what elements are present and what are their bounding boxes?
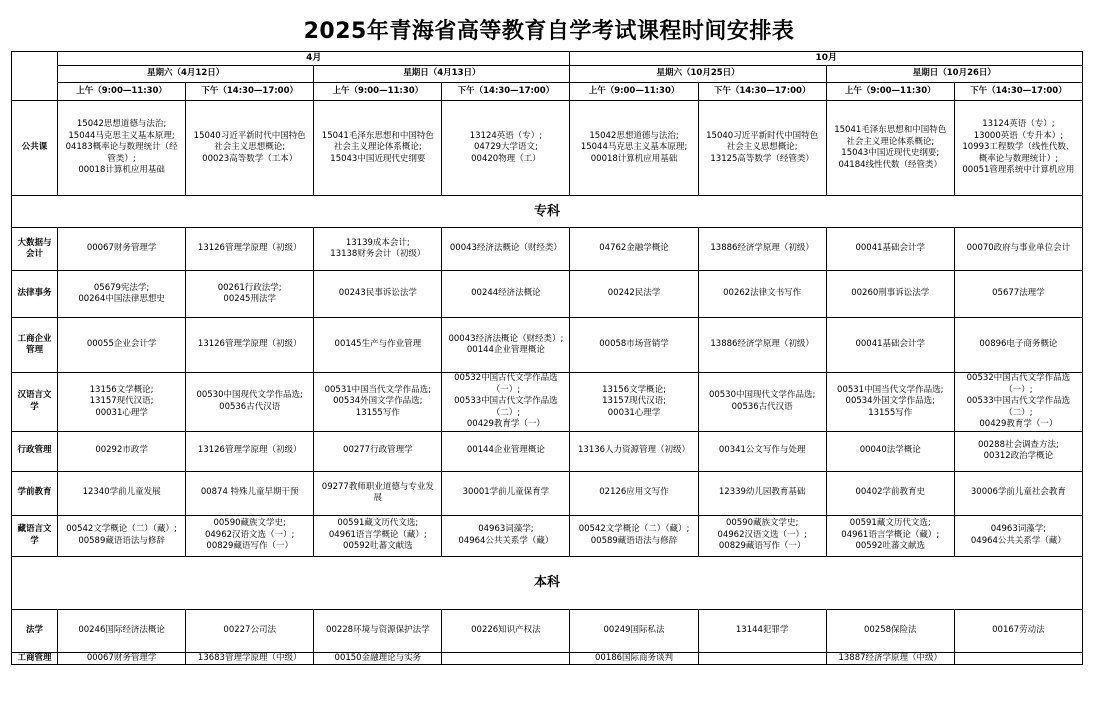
course-line: 13156文学概论; <box>602 384 666 395</box>
section-header: 本科 <box>12 556 1083 609</box>
month-header-row <box>12 52 1083 66</box>
course-line: 15041毛泽东思想和中国特色 <box>321 130 434 141</box>
course-cell <box>570 373 698 432</box>
course-line: 13000英语（专升本）; <box>973 130 1064 141</box>
course-cell <box>186 271 314 318</box>
schedule-row <box>12 318 1083 373</box>
course-line: 00058市场营销学 <box>599 339 669 350</box>
course-cell <box>954 652 1082 665</box>
schedule-row <box>12 652 1083 665</box>
major-label <box>12 271 58 318</box>
course-line: 00591藏文历代文选; <box>337 518 419 529</box>
course-cell <box>58 373 186 432</box>
course-cell <box>442 515 570 556</box>
course-line: 02126应用文写作 <box>599 487 669 498</box>
course-line: 04729大学语文; <box>473 142 538 153</box>
course-cell <box>698 652 826 665</box>
major-label <box>12 471 58 515</box>
slot-header: 下午（14:30—17:00） <box>442 83 570 101</box>
course-line: 00041基础会计学 <box>855 339 926 350</box>
major-label-line: 大数据与 <box>17 237 52 248</box>
course-line: 13157现代汉语; <box>602 396 666 406</box>
course-cell <box>442 471 570 515</box>
course-line: 00312政治学概论 <box>983 451 1054 461</box>
course-line: 00145生产与作业管理 <box>334 339 422 350</box>
schedule-row <box>12 373 1083 432</box>
course-line: 00532中国古代文学作品选 <box>966 373 1071 383</box>
course-line: 00040法学概论 <box>859 445 921 456</box>
course-line: 00051管理系统中计算机应用 <box>962 165 1075 176</box>
course-line: 00167劳动法 <box>992 624 1045 635</box>
course-cell <box>698 271 826 318</box>
course-line: 10993工程数学（线性代数、 <box>962 142 1075 153</box>
course-cell <box>186 609 314 652</box>
course-cell <box>314 515 442 556</box>
course-cell <box>698 431 826 471</box>
major-label-line: 工商企业 <box>17 333 52 344</box>
course-line: 13155写作 <box>355 407 400 418</box>
course-line: 13125高等数学（经管类） <box>710 153 814 164</box>
day-header-row <box>12 66 1083 83</box>
slot-header: 上午（9:00—11:30） <box>826 83 954 101</box>
course-line: 00288社会调查方法; <box>977 439 1059 450</box>
course-line: 00589藏语语法与修辞 <box>78 535 165 546</box>
course-cell <box>186 515 314 556</box>
course-line: 04962汉语文选（一）; <box>204 529 295 540</box>
course-cell <box>698 373 826 432</box>
slot-header: 上午（9:00—11:30） <box>58 83 186 101</box>
course-line: （一）; <box>1004 384 1033 395</box>
course-line: 00244经济法概论 <box>471 288 541 299</box>
course-line: 04183概率论与数理统计（经 <box>65 142 178 153</box>
course-cell <box>58 471 186 515</box>
slot-header: 下午（14:30—17:00） <box>954 83 1082 101</box>
course-line: 00018计算机应用基础 <box>590 153 678 164</box>
course-line: 00246国际经济法概论 <box>78 624 165 635</box>
course-cell <box>186 652 314 665</box>
course-cell <box>186 431 314 471</box>
course-line: （二）; <box>491 407 521 418</box>
course-cell <box>442 271 570 318</box>
course-line: 00041基础会计学 <box>855 243 926 254</box>
course-line: 00534外国文学作品选; <box>333 396 423 406</box>
course-line: 13156文学概论; <box>89 384 154 395</box>
schedule-row <box>12 431 1083 471</box>
major-label-line: 行政管理 <box>17 445 52 456</box>
course-cell <box>954 431 1082 471</box>
course-cell <box>954 271 1082 318</box>
course-line: 00531中国当代文学作品选; <box>324 384 431 395</box>
course-line: 00533中国古代文学作品选 <box>966 396 1071 406</box>
course-line: 00277行政管理学 <box>343 445 413 456</box>
course-cell <box>826 228 954 271</box>
course-line: 13155写作 <box>868 407 913 418</box>
major-label <box>12 515 58 556</box>
course-cell <box>570 228 698 271</box>
course-line: 00592吐蕃文献选 <box>855 541 926 552</box>
schedule-row <box>12 609 1083 652</box>
course-line: 15042思想道德与法治; <box>76 119 167 130</box>
course-cell <box>570 609 698 652</box>
course-line: 00429教育学（一） <box>979 419 1058 429</box>
course-line: 概率论与数理统计）; <box>978 153 1059 164</box>
major-label <box>12 228 58 271</box>
course-line: 00018计算机应用基础 <box>78 165 165 176</box>
course-line: 00260刑事诉讼法学 <box>851 288 930 299</box>
course-cell <box>314 101 442 196</box>
day-header: 星期日（10月26日） <box>826 66 1082 83</box>
month-header: 4月 <box>58 52 570 66</box>
course-line: 13886经济学原理（初级） <box>710 339 814 350</box>
month-header: 10月 <box>570 52 1083 66</box>
major-label-line: 公共课 <box>21 142 48 153</box>
course-line: 13124英语（专）; <box>469 130 543 141</box>
major-label-line: 会计 <box>26 249 44 259</box>
major-label-line: 法律事务 <box>17 288 52 299</box>
section-header-row <box>12 556 1083 609</box>
course-line: 00227公司法 <box>223 624 276 635</box>
course-line: 13126管理学原理（初级） <box>197 445 302 456</box>
course-line: 00243民事诉讼法学 <box>338 288 417 299</box>
course-line: 13126管理学原理（初级） <box>197 339 302 350</box>
course-line: 00589藏语语法与修辞 <box>590 535 678 546</box>
course-cell <box>698 515 826 556</box>
course-line: 09277教师职业道德与专业发 <box>321 481 434 492</box>
course-line: 00591藏文历代文选; <box>849 518 931 529</box>
course-cell <box>698 228 826 271</box>
course-line: 13886经济学原理（初级） <box>710 243 814 254</box>
major-label-line: 学前教育 <box>17 487 52 498</box>
course-cell <box>954 228 1082 271</box>
course-line: 社会主义理论体系概论; <box>333 142 422 153</box>
course-line: 00542文学概论（二）（藏）; <box>578 524 690 534</box>
course-cell <box>826 318 954 373</box>
course-cell <box>442 318 570 373</box>
course-line: 00590藏族文学史; <box>725 518 799 529</box>
day-header: 星期六（10月25日） <box>570 66 826 83</box>
course-line: 00242民法学 <box>607 288 661 299</box>
major-label-line: 藏语言文 <box>17 524 52 534</box>
course-line: 00530中国现代文学作品选; <box>708 390 816 401</box>
major-label <box>12 431 58 471</box>
course-line: 管类）; <box>107 153 136 164</box>
course-line: 00531中国当代文学作品选; <box>837 384 944 395</box>
course-line: 13126管理学原理（初级） <box>197 243 302 254</box>
slot-header: 下午（14:30—17:00） <box>186 83 314 101</box>
schedule-row <box>12 515 1083 556</box>
day-header: 星期六（4月12日） <box>58 66 314 83</box>
course-line: 00023高等数学（工本） <box>202 153 298 164</box>
course-cell <box>186 373 314 432</box>
course-cell <box>698 318 826 373</box>
course-cell <box>58 271 186 318</box>
major-label-line: 学 <box>30 401 39 412</box>
course-line: 15041毛泽东思想和中国特色 <box>834 125 947 135</box>
course-line: 00264中国法律思想史 <box>78 294 165 304</box>
course-cell <box>570 471 698 515</box>
major-label <box>12 101 58 196</box>
course-cell <box>954 471 1082 515</box>
course-line: 00533中国古代文学作品选 <box>454 396 558 406</box>
course-cell <box>570 515 698 556</box>
course-cell <box>954 609 1082 652</box>
course-line: 12340学前儿童发展 <box>82 487 161 498</box>
course-cell <box>570 318 698 373</box>
course-cell <box>314 471 442 515</box>
course-line: 04961语言学概论（藏）; <box>328 529 427 540</box>
course-line: 00144企业管理概论 <box>466 445 545 456</box>
course-line: 00226知识产权法 <box>471 624 541 635</box>
slot-header: 上午（9:00—11:30） <box>570 83 698 101</box>
course-line: 00420物理（工） <box>471 153 541 164</box>
course-cell <box>186 318 314 373</box>
course-line: 04962汉语文选（一）; <box>717 529 807 540</box>
course-cell <box>442 373 570 432</box>
course-line: 00067财务管理学 <box>86 243 157 254</box>
course-cell <box>954 101 1082 196</box>
course-cell <box>826 101 954 196</box>
course-cell <box>570 271 698 318</box>
corner-cell <box>12 52 58 101</box>
course-line: 00829藏语写作（一） <box>206 541 293 552</box>
course-cell <box>58 609 186 652</box>
major-label <box>12 318 58 373</box>
course-cell <box>58 652 186 665</box>
course-line: 00592吐蕃文献选 <box>343 541 413 552</box>
schedule-row <box>12 471 1083 515</box>
course-line: 00261行政法学; <box>217 282 282 293</box>
section-header-row <box>12 196 1083 228</box>
course-line: 30006学前儿童社会教育 <box>970 487 1066 498</box>
course-cell <box>826 373 954 432</box>
course-line: 00067财务管理学 <box>86 652 157 663</box>
course-line: 00043经济法概论（财经类）; <box>448 333 564 344</box>
course-line: 00402学前教育史 <box>855 487 926 498</box>
course-line: 13157现代汉语; <box>89 396 154 406</box>
course-cell <box>826 471 954 515</box>
course-cell <box>442 609 570 652</box>
course-line: 00262法律文书写作 <box>723 288 802 299</box>
course-cell <box>698 101 826 196</box>
course-cell <box>698 609 826 652</box>
course-line: 00055企业会计学 <box>86 339 157 350</box>
course-cell <box>58 101 186 196</box>
course-line: 05677法理学 <box>992 288 1045 299</box>
course-cell <box>954 373 1082 432</box>
course-line: 社会主义思想概论; <box>726 142 798 153</box>
course-line: 13887经济学原理（中级） <box>838 652 943 663</box>
course-line: 00590藏族文学史; <box>213 518 286 529</box>
course-line: 00292市政学 <box>95 445 148 456</box>
course-cell <box>58 431 186 471</box>
exam-schedule-table <box>11 51 1083 665</box>
course-line: 00341公文写作与处理 <box>718 445 806 456</box>
course-line: 13683管理学原理（中级） <box>197 652 302 663</box>
course-line: 13139成本会计; <box>345 237 410 248</box>
slot-header: 上午（9:00—11:30） <box>314 83 442 101</box>
course-line: 15042思想道德与法治; <box>589 130 679 141</box>
course-cell <box>314 652 442 665</box>
course-line: （二）; <box>1004 407 1033 418</box>
course-line: 社会主义理论体系概论; <box>846 136 935 147</box>
course-line: 04964公共关系学（藏） <box>458 535 554 546</box>
course-line: 15040习近平新时代中国特色 <box>706 130 819 141</box>
course-line: 15040习近平新时代中国特色 <box>193 130 306 141</box>
course-cell <box>826 609 954 652</box>
course-cell <box>442 652 570 665</box>
course-cell <box>954 318 1082 373</box>
course-cell <box>314 373 442 432</box>
course-cell <box>570 101 698 196</box>
course-line: 00228环境与资源保护法学 <box>326 624 430 635</box>
course-line: 15043中国近现代史纲要 <box>330 153 426 164</box>
course-line: 00536古代汉语 <box>731 401 793 412</box>
course-line: 30001学前儿童保育学 <box>462 487 550 498</box>
course-cell <box>570 652 698 665</box>
course-line: 00186国际商务谈判 <box>595 652 674 663</box>
course-line: 00874 特殊儿童早期干预 <box>200 487 299 498</box>
course-cell <box>314 228 442 271</box>
course-line: 13136人力资源管理（初级） <box>578 445 691 456</box>
course-line: 社会主义思想概论; <box>214 142 286 153</box>
major-label <box>12 373 58 432</box>
major-label-line: 工商管理 <box>17 652 52 663</box>
major-label-line: 学 <box>30 535 39 546</box>
course-line: 展 <box>373 493 383 503</box>
course-line: 00542文学概论（二）（藏）; <box>66 524 177 534</box>
course-line: 15044马克思主义基本原理; <box>68 130 175 141</box>
course-cell <box>58 318 186 373</box>
slot-header: 下午（14:30—17:00） <box>698 83 826 101</box>
course-line: 00043经济法概论（财经类） <box>449 243 562 254</box>
course-cell <box>442 101 570 196</box>
course-line: 13138财务会计（初级） <box>330 249 426 259</box>
course-line: （一）; <box>491 384 521 395</box>
course-cell <box>826 431 954 471</box>
major-label-line: 汉语言文 <box>17 390 52 401</box>
course-line: 00070政府与事业单位会计 <box>966 243 1071 254</box>
course-cell <box>698 471 826 515</box>
course-line: 13144犯罪学 <box>735 624 789 635</box>
course-line: 15044马克思主义基本原理; <box>580 142 688 153</box>
course-cell <box>314 318 442 373</box>
course-cell <box>570 431 698 471</box>
major-label <box>12 652 58 665</box>
course-cell <box>186 471 314 515</box>
major-label-line: 管理 <box>26 345 44 355</box>
schedule-row <box>12 228 1083 271</box>
page-title: 2025年青海省高等教育自学考试课程时间安排表 <box>303 19 795 44</box>
course-line: 00144企业管理概论 <box>466 345 545 355</box>
course-cell <box>186 228 314 271</box>
course-line: 05679宪法学; <box>93 282 150 293</box>
course-line: 00536古代汉语 <box>219 401 281 412</box>
course-line: 00031心理学 <box>95 407 148 418</box>
course-line: 04184线性代数（经管类） <box>838 159 943 170</box>
course-cell <box>314 271 442 318</box>
schedule-row <box>12 101 1083 196</box>
course-cell <box>186 101 314 196</box>
course-cell <box>442 431 570 471</box>
major-label <box>12 609 58 652</box>
course-line: 00534外国文学作品选; <box>845 396 935 406</box>
course-cell <box>58 228 186 271</box>
course-line: 00031心理学 <box>607 407 661 418</box>
course-cell <box>314 431 442 471</box>
course-cell <box>314 609 442 652</box>
course-cell <box>826 652 954 665</box>
slot-header-row <box>12 83 1083 101</box>
course-line: 04762金融学概论 <box>599 243 669 254</box>
course-line: 00245刑法学 <box>223 294 276 304</box>
course-line: 04964公共关系学（藏） <box>970 535 1066 546</box>
course-line: 04963词藻学; <box>478 524 534 534</box>
day-header: 星期日（4月13日） <box>314 66 570 83</box>
course-line: 00532中国古代文学作品选 <box>454 373 558 383</box>
course-cell <box>954 515 1082 556</box>
course-line: 00258保险法 <box>863 624 917 635</box>
major-label-line: 法学 <box>26 624 44 635</box>
course-line: 00896电子商务概论 <box>979 339 1058 350</box>
course-line: 04961语言学概论（藏）; <box>841 529 940 540</box>
course-line: 00829藏语写作（一） <box>718 541 806 552</box>
course-line: 13124英语（专）; <box>982 119 1055 130</box>
course-line: 00429教育学（一） <box>466 419 545 429</box>
course-cell <box>58 515 186 556</box>
course-line: 15043中国近现代史纲要; <box>841 148 940 158</box>
course-line: 04963词藻学; <box>990 524 1047 534</box>
schedule-row <box>12 271 1083 318</box>
course-line: 12339幼儿园教育基础 <box>718 487 806 498</box>
course-line: 00249国际私法 <box>603 624 665 635</box>
course-cell <box>442 228 570 271</box>
section-header: 专科 <box>12 196 1083 228</box>
course-cell <box>826 515 954 556</box>
course-cell <box>826 271 954 318</box>
course-line: 00150金融理论与实务 <box>334 652 422 663</box>
course-line: 00530中国现代文学作品选; <box>196 390 303 401</box>
